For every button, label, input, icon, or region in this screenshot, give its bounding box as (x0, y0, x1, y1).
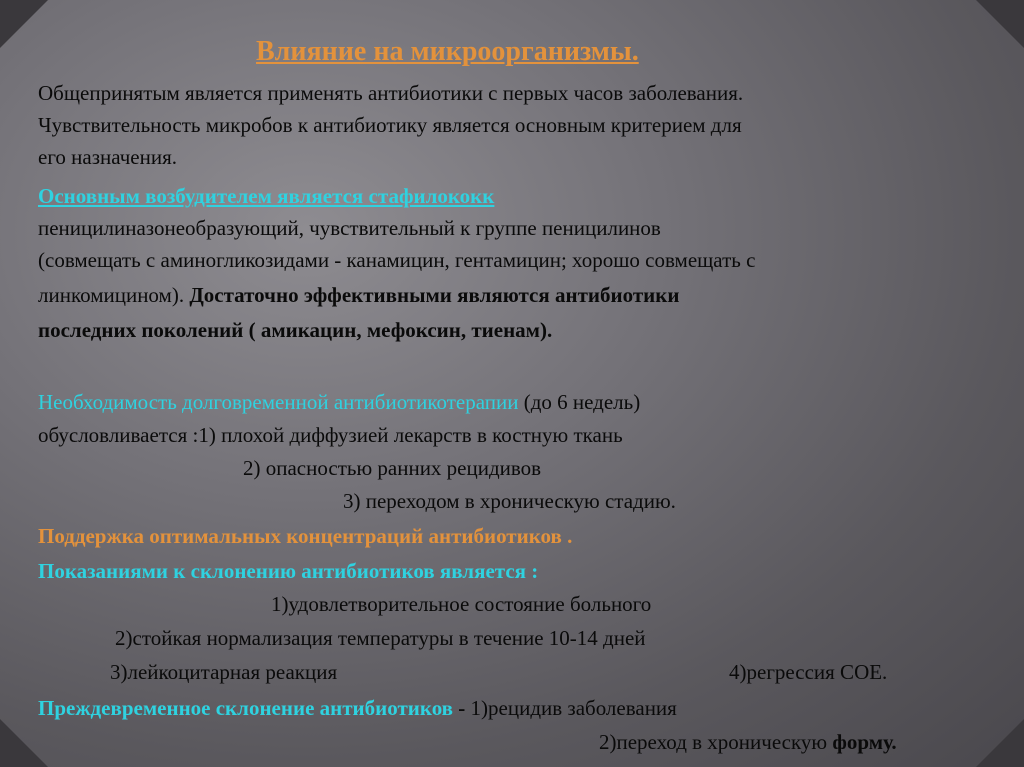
text-bold: Достаточно эффективными являются антибиотики (189, 283, 680, 307)
text-normal: 1)рецидив заболевания (470, 696, 677, 720)
slide-title: Влияние на микроорганизмы. (256, 36, 639, 67)
text-cyan: Необходимость долговременной антибиотикотерапии (38, 390, 519, 414)
paragraph-line: Общепринятым является применять антибиотики с первых часов заболевания. (38, 81, 744, 105)
paragraph-line: (совмещать с аминогликозидами - канамицин, гентамицин; хорошо совмещать с (38, 248, 756, 272)
list-item (599, 726, 897, 758)
list-item: 3)лейкоцитарная реакция (110, 660, 338, 684)
pathogen-heading: Основным возбудителем является стафилококк (38, 184, 495, 208)
corner-decoration-bottom-right (976, 719, 1024, 767)
list-item: 3) переходом в хроническую стадию. (343, 489, 676, 513)
list-item: 4)регрессия СОЕ. (729, 660, 888, 684)
paragraph-line (38, 386, 640, 418)
indications-heading: Показаниями к склонению антибиотиков является : (38, 559, 539, 583)
list-item: 1)удовлетворительное состояние больного (271, 592, 652, 616)
paragraph-line: Чувствительность микробов к антибиотику является основным критерием для (38, 113, 742, 137)
corner-decoration-top-left (0, 0, 48, 48)
text-normal: линкомицином). (38, 283, 190, 307)
text-bold: форму. (832, 730, 897, 754)
text-normal: 2)переход в хроническую (599, 730, 833, 754)
list-item: 2)стойкая нормализация температуры в течение 10-14 дней (115, 626, 646, 650)
text-normal: (до 6 недель) (518, 390, 641, 414)
list-item: 2) опасностью ранних рецидивов (243, 456, 542, 480)
paragraph-line: его назначения. (38, 145, 178, 169)
support-heading: Поддержка оптимальных концентраций антибиотиков . (38, 524, 573, 548)
paragraph-line: последних поколений ( амикацин, мефоксин, тиенам). (38, 318, 553, 342)
text-dash: - (453, 696, 471, 720)
paragraph-line: пеницилиназонеобразующий, чувствительный к группе пеницилинов (38, 216, 661, 240)
corner-decoration-bottom-left (0, 719, 48, 767)
corner-decoration-top-right (976, 0, 1024, 48)
paragraph-line: обусловливается :1) плохой диффузией лекарств в костную ткань (38, 423, 623, 447)
text-cyan: Преждевременное склонение антибиотиков (38, 696, 454, 720)
paragraph-line (38, 692, 677, 724)
paragraph-line (38, 279, 679, 311)
